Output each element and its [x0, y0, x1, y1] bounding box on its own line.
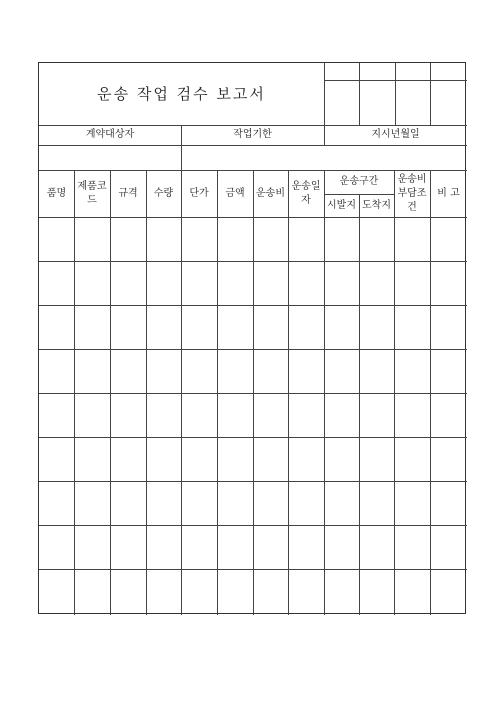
- page-title: 운송 작업 검수 보고서: [97, 85, 266, 103]
- column-header-quantity: 수량: [153, 187, 174, 199]
- approval-box-rule: [359, 63, 360, 125]
- table-column-rule: [181, 170, 182, 615]
- column-header-section: 운송구간: [339, 176, 379, 187]
- order-date-label: 지시년월일: [371, 129, 420, 140]
- table-column-rule: [394, 170, 395, 615]
- column-header-amount: 금액: [225, 187, 245, 199]
- table-column-rule: [359, 194, 360, 615]
- table-column-rule: [74, 170, 75, 615]
- table-column-rule: [253, 170, 254, 615]
- table-column-rule: [110, 170, 111, 615]
- table-column-rule: [324, 170, 325, 615]
- table-column-rule: [430, 170, 431, 615]
- column-header-spec: 규격: [118, 187, 138, 199]
- column-header-destination: 도착지: [362, 199, 391, 211]
- column-header-unit-price: 단가: [189, 187, 209, 199]
- column-header-item-name: 품명: [46, 187, 67, 199]
- column-header-product-code: 제품코 드: [77, 180, 107, 206]
- column-header-freight: 운송비: [256, 187, 285, 199]
- inspection-report-form: [38, 62, 466, 614]
- approval-box-rule: [395, 63, 396, 125]
- column-header-ship-date: 운송일 자: [291, 180, 321, 206]
- approval-box-rule: [324, 63, 325, 125]
- approval-box-rule: [430, 63, 431, 125]
- contract-party-label: 계약대상자: [85, 129, 135, 140]
- table-column-rule: [146, 170, 147, 615]
- work-deadline-label: 작업기한: [233, 129, 272, 140]
- column-header-freight-burden: 운송비 부담조 건: [397, 173, 427, 213]
- column-header-origin: 시발지: [327, 199, 356, 211]
- table-column-rule: [217, 170, 218, 615]
- info-header-rule: [39, 145, 467, 146]
- column-header-remarks: 비 고: [437, 187, 460, 199]
- table-column-rule: [288, 170, 289, 615]
